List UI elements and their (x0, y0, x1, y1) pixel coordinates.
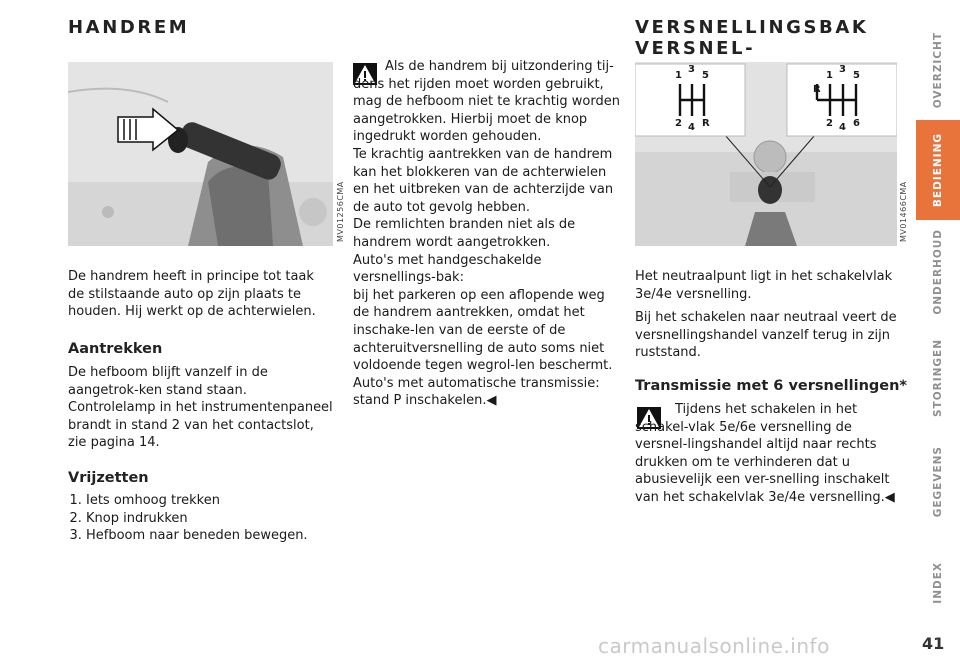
gear-label: 3 (688, 64, 695, 75)
warning-text-2: Te krachtig aantrekken van de handrem kan het blokkeren van de achterwielen en het uitbreken van de achterzijde van de auto tot gevolg hebben. (353, 146, 614, 215)
warning-text-1: Als de handrem bij uitzondering tij-dens het rijden moet worden gebruikt, mag de hefboom niet te krachtig worden aangetrokken. Hierbij moet de knop ingedrukt worden gehouden. (353, 59, 620, 145)
warning-text-4: Auto's met handgeschakelde versnellings-bak: (353, 252, 542, 286)
warning-text-5: bij het parkeren op een aflopende weg de handrem aantrekken, omdat het inschake-len van de eerste of de achteruitversnelling de auto soms niet voldoende tegen wegrol-len beschermt. (353, 287, 613, 374)
tab-label: INDEX (932, 562, 944, 604)
warning-text-3: De remlichten branden niet als de handrem wordt aangetrokken. (353, 217, 576, 250)
tab-onderhoud[interactable] (916, 222, 960, 322)
step-item: 2. Knop indrukken (86, 510, 330, 528)
gear-diagram-5 (635, 64, 745, 136)
handrem-intro: De handrem heeft in principe tot taak de stilstaande auto op zijn plaats te houden. Hij werkt op de achterwielen. (68, 269, 316, 320)
warning-text-6: Auto's met automatische transmissie: (353, 375, 600, 391)
step-item: 1. Iets omhoog trekken (86, 492, 330, 510)
gear-label: 2 (675, 118, 682, 129)
watermark: carmanualsonline.info (598, 634, 830, 658)
neutral-text: Het neutraalpunt ligt in het schakelvlak 3e/4e versnelling. (635, 269, 893, 302)
tab-index[interactable] (916, 548, 960, 618)
tab-gegevens[interactable] (916, 432, 960, 532)
gear-label: 6 (853, 118, 860, 129)
section-title-versnellingsbak: VERSNELLINGSBAK VERSNEL- (635, 17, 869, 59)
gear-label: 4 (839, 122, 846, 133)
tab-label: OVERZICHT (932, 31, 944, 109)
heading-vrijzetten: Vrijzetten (68, 470, 149, 486)
figure-code: MV01466CMA (899, 181, 908, 242)
vrijzetten-steps (68, 492, 330, 545)
section-sidebar (916, 0, 960, 663)
gear-label: 3 (839, 64, 846, 75)
tab-label: GEGEVENS (932, 446, 944, 518)
aantrekken-text-2: Controlelamp in het instrumentenpaneel brandt in stand 2 van het contactslot, zie pagina 14. (68, 400, 333, 451)
tab-label: BEDIENING (932, 132, 944, 208)
tab-label: STORINGEN (932, 338, 944, 417)
figure-code: MV01256CMA (336, 181, 345, 242)
gear-label: 1 (826, 70, 833, 81)
gear-label: R (813, 84, 821, 95)
step-item: 3. Hefboom naar beneden bewegen. (86, 527, 330, 545)
gear-label: R (702, 118, 710, 129)
neutral-return-text: Bij het schakelen naar neutraal veert de versnellingshandel vanzelf terug in zijn ruststand. (635, 310, 897, 361)
tab-label: ONDERHOUD (932, 229, 944, 315)
page-number: 41 (922, 634, 945, 653)
gear-label: 4 (688, 122, 695, 133)
warning-text-7: stand P inschakelen.◀ (353, 393, 497, 409)
gearshift-photo (635, 62, 897, 246)
handbrake-photo (68, 62, 333, 246)
section-title-handrem: HANDREM (68, 17, 190, 38)
gear-label: 5 (853, 70, 860, 81)
tab-overzicht[interactable] (916, 20, 960, 120)
warning-block (353, 58, 623, 410)
gear-label: 5 (702, 70, 709, 81)
tab-bediening[interactable] (916, 120, 960, 220)
tab-storingen[interactable] (916, 328, 960, 428)
gear-diagram-6 (787, 64, 897, 136)
warning-6-speed-text: Tijdens het schakelen in het schakel-vlak 5e/6e versnelling de versnel-lingshandel altijd naar rechts drukken om te verhinderen dat u abusievelijk een ver-snelling inschakelt van het schakelvlak 3e/4e versnelling.◀ (635, 402, 895, 505)
heading-aantrekken: Aantrekken (68, 341, 163, 357)
heading-6-speed: Transmissie met 6 versnellingen* (635, 378, 908, 394)
gear-label: 1 (675, 70, 682, 81)
gear-label: 2 (826, 118, 833, 129)
aantrekken-text-1: De hefboom blijft vanzelf in de aangetrok-ken stand staan. (68, 365, 268, 398)
